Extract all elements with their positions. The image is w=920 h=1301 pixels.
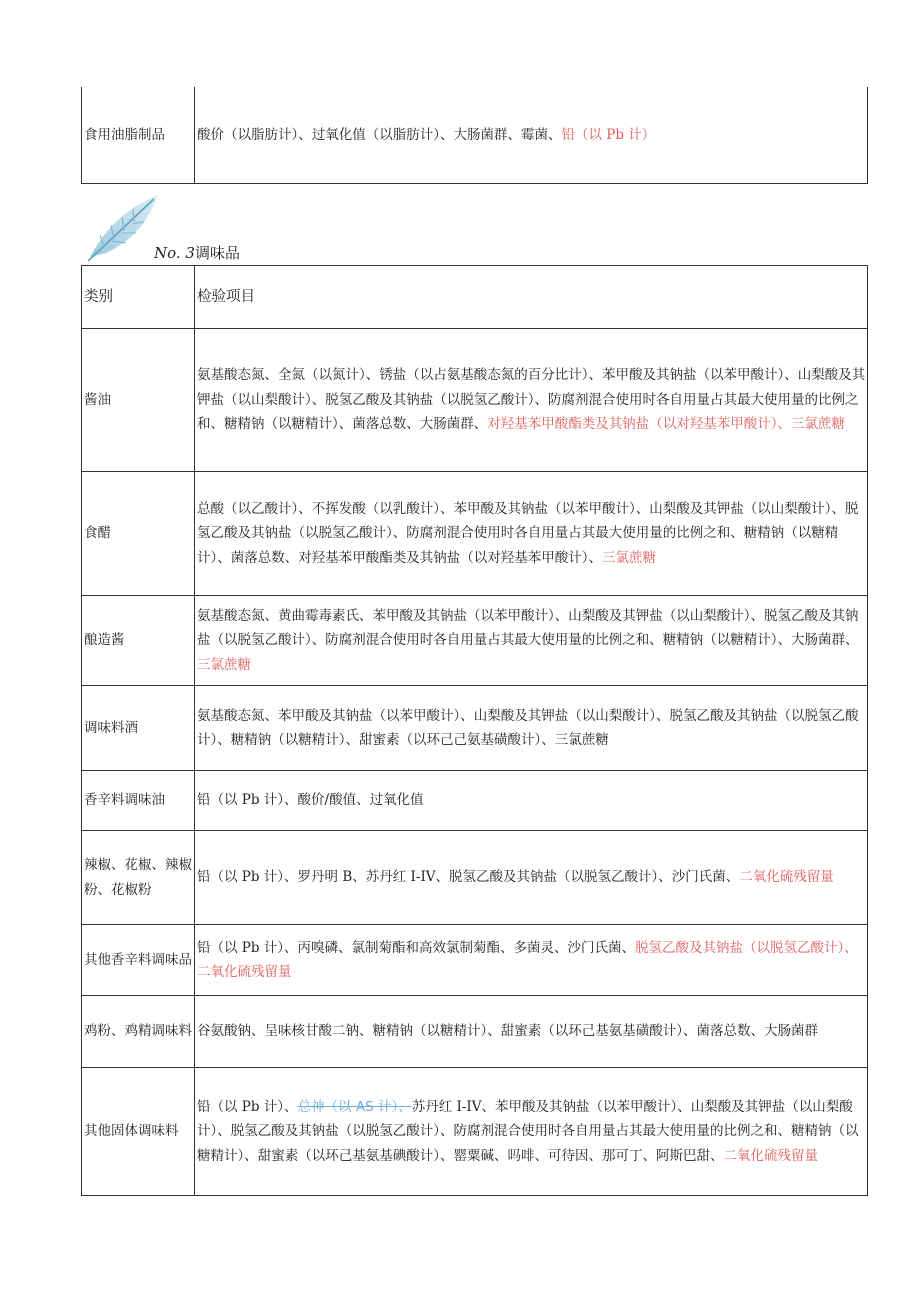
item-text: 总酸（以乙酸计）、不挥发酸（以乳酸计）、苯甲酸及其钠盐（以苯甲酸计）、山梨酸及其钾盐（以山梨酸计）、脱氢乙酸及其钠盐（以脱氢乙酸计）、防腐剂混合使用时各自用量占其最大使用量的比例之和、糖精钠（以糖精计）、菌落总数、对羟基苯甲酸酯类及其钠盐（以对羟基苯甲酸计）、 — [197, 500, 859, 566]
section-title — [154, 242, 240, 263]
items-cell — [195, 996, 868, 1068]
item-text: 铅（以 Pb 计）、 — [197, 1098, 298, 1115]
section-name: 调味品 — [194, 244, 240, 262]
category-cell: 其他香辛料调味品 — [82, 925, 195, 996]
items-cell — [195, 472, 868, 596]
category-cell: 酿造酱 — [82, 596, 195, 686]
table-header-row — [82, 266, 868, 329]
item-text: 氨基酸态氮、黄曲霉毒素氏、苯甲酸及其钠盐（以苯甲酸计）、山梨酸及其钾盐（以山梨酸计）、脱氢乙酸及其钠盐（以脱氢乙酸计）、防腐剂混合使用时各自用量占其最大使用量的比例之和、糖精钠（以糖精计）、大肠菌群、 — [197, 607, 859, 649]
leaf-icon — [84, 191, 164, 265]
items-cell — [195, 1068, 868, 1196]
header-items: 检验项目 — [195, 266, 868, 329]
table-row — [82, 925, 868, 996]
item-text: 氨基酸态氮、苯甲酸及其钠盐（以苯甲酸计）、山梨酸及其钾盐（以山梨酸计）、脱氢乙酸及其钠盐（以脱氢乙酸计）、糖精钠（以糖精计）、甜蜜素（以环己己氨基磺酸计）、三氯蔗糖 — [197, 707, 859, 748]
item-text: 苏丹红 I-IV、苯甲酸及其钠盐（以苯甲酸计）、山梨酸及其钾盐（以山梨酸计）、脱氢乙酸及其钠盐（以脱氢乙酸计）、防腐剂混合使用时各自用量占其最大使用量的比例之和、糖精钠（以糖精计）、甜蜜素（以环己基氨基碘酸计）、罂粟碱、吗啡、可待因、那可丁、阿斯巴甜、 — [197, 1098, 859, 1164]
highlighted-item-text: 二氧化硫残留量 — [723, 1147, 818, 1164]
category-cell: 其他固体调味料 — [82, 1068, 195, 1196]
item-text: 铅（以 Pb 计）、丙嗅磷、氯制菊酯和高效氯制菊酯、多菌灵、沙门氏菌、 — [197, 939, 636, 956]
category-cell: 香辛料调味油 — [82, 771, 195, 831]
category-cell: 食用油脂制品 — [82, 87, 195, 184]
item-text: 铅（以 Pb 计）、酸价/酸值、过氧化值 — [197, 792, 424, 809]
table-row — [82, 1068, 868, 1196]
top-table — [81, 87, 868, 184]
item-text: 酸价（以脂肪计）、过氧化值（以脂肪计）、大肠菌群、霉菌、 — [197, 126, 562, 143]
items-cell — [195, 87, 868, 184]
items-cell — [195, 831, 868, 925]
highlighted-item-text: 铅（以 Pb 计） — [561, 126, 656, 143]
highlighted-item-text: 三氯蔗糖 — [602, 549, 656, 566]
table-row — [82, 771, 868, 831]
highlighted-item-text: 二氧化硫残留量 — [739, 869, 834, 886]
items-cell — [195, 329, 868, 472]
category-cell: 酱油 — [82, 329, 195, 472]
section-number: No. 3 — [154, 244, 195, 262]
category-cell: 调味料酒 — [82, 686, 195, 771]
table-row — [82, 329, 868, 472]
category-cell: 鸡粉、鸡精调味料 — [82, 996, 195, 1068]
table-row — [82, 996, 868, 1068]
item-text: 氨基酸态氮、全氮（以氮计）、锈盐（以占氨基酸态氮的百分比计）、苯甲酸及其钠盐（以苯甲酸计）、山梨酸及其钾盐（以山梨酸计）、脱氢乙酸及其钠盐（以脱氢乙酸计）、防腐剂混合使用时各自用量占其最大使用量的比例之和、糖精钠（以糖精计）、菌落总数、大肠菌群、 — [197, 367, 866, 433]
item-text: 谷氨酸钠、呈味核甘酸二钠、糖精钠（以糖精计）、甜蜜素（以环己基氨基磺酸计）、菌落总数、大肠菌群 — [197, 1023, 818, 1040]
item-text: 铅（以 Pb 计）、罗丹明 B、苏丹红 I-IV、脱氢乙酸及其钠盐（以脱氢乙酸计）、沙门氏菌、 — [197, 869, 740, 886]
category-cell: 辣椒、花椒、辣椒粉、花椒粉 — [82, 831, 195, 925]
category-cell: 食醋 — [82, 472, 195, 596]
table-row — [82, 686, 868, 771]
items-cell — [195, 925, 868, 996]
items-cell — [195, 596, 868, 686]
highlighted-item-text: 脱氢乙酸及其钠盐（以脱氢乙酸计）、二氧化硫残留量 — [197, 939, 858, 980]
table-row — [82, 596, 868, 686]
header-category: 类别 — [82, 266, 195, 329]
struck-item-text: 总神（以 AS 计）、 — [297, 1098, 412, 1115]
table-row — [82, 831, 868, 925]
items-cell — [195, 686, 868, 771]
highlighted-item-text: 三氯蔗糖 — [197, 656, 251, 673]
table-row — [82, 472, 868, 596]
table-row — [82, 87, 868, 184]
condiments-table — [81, 265, 868, 1196]
highlighted-item-text: 对羟基苯甲酸酯类及其钠盐（以对羟基苯甲酸计）、三氯蔗糖 — [487, 416, 845, 433]
items-cell — [195, 771, 868, 831]
